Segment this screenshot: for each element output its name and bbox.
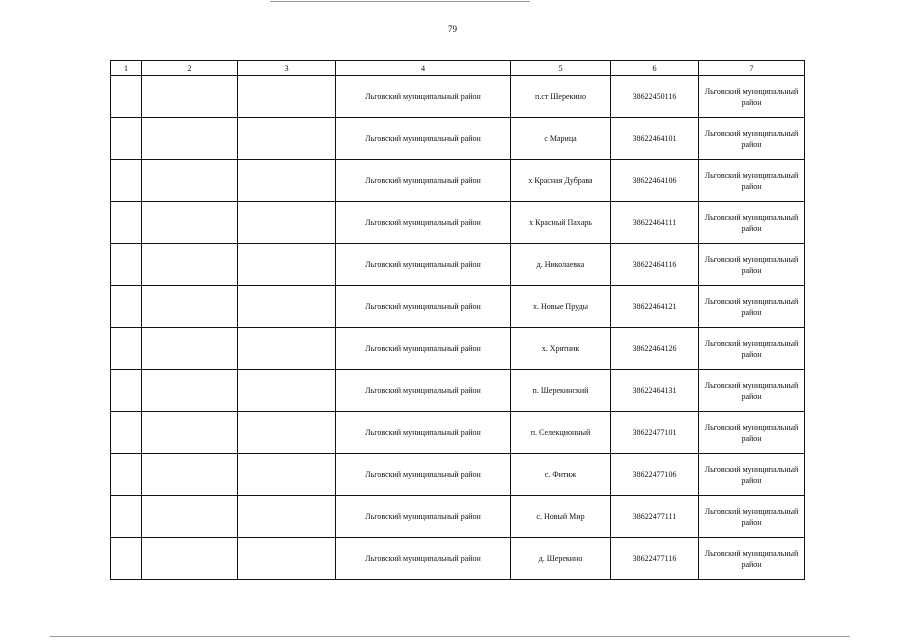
table-row [111, 160, 805, 202]
col-2-cell [142, 76, 238, 118]
oktmo-code-cell: 38622464126 [611, 328, 699, 370]
col-2-cell [142, 328, 238, 370]
district-cell: Льговский муниципальный район [336, 328, 511, 370]
oktmo-code-cell: 38622477106 [611, 454, 699, 496]
page-number: 79 [448, 24, 457, 34]
settlement-cell: п. Шерекинский [511, 370, 611, 412]
table-row [111, 538, 805, 580]
settlement-cell: с. Новый Мир [511, 496, 611, 538]
settlement-cell: х. Хрятник [511, 328, 611, 370]
settlement-cell: п.ст Шерекино [511, 76, 611, 118]
settlement-cell: д. Шерекино [511, 538, 611, 580]
oktmo-code-cell: 38622450116 [611, 76, 699, 118]
table-row [111, 412, 805, 454]
col-3-cell [238, 286, 336, 328]
municipality-cell: Льговский муниципальный район [699, 454, 805, 496]
col-1-cell [111, 538, 142, 580]
column-header: 7 [699, 61, 805, 76]
col-2-cell [142, 286, 238, 328]
oktmo-code-cell: 38622464116 [611, 244, 699, 286]
municipality-cell: Льговский муниципальный район [699, 76, 805, 118]
col-2-cell [142, 118, 238, 160]
header-row [111, 61, 805, 76]
district-cell: Льговский муниципальный район [336, 412, 511, 454]
oktmo-code-cell: 38622464131 [611, 370, 699, 412]
district-cell: Льговский муниципальный район [336, 76, 511, 118]
oktmo-code-cell: 38622464121 [611, 286, 699, 328]
settlement-cell: с Марица [511, 118, 611, 160]
table-row [111, 244, 805, 286]
column-header: 2 [142, 61, 238, 76]
col-3-cell [238, 244, 336, 286]
col-3-cell [238, 202, 336, 244]
col-1-cell [111, 118, 142, 160]
col-2-cell [142, 412, 238, 454]
municipality-cell: Льговский муниципальный район [699, 160, 805, 202]
table-row [111, 328, 805, 370]
district-cell: Льговский муниципальный район [336, 538, 511, 580]
data-table [110, 60, 805, 580]
table-row [111, 454, 805, 496]
top-scan-line [270, 1, 530, 2]
col-3-cell [238, 538, 336, 580]
municipality-cell: Льговский муниципальный район [699, 202, 805, 244]
district-cell: Льговский муниципальный район [336, 118, 511, 160]
settlement-cell: х. Новые Пруды [511, 286, 611, 328]
municipality-cell: Льговский муниципальный район [699, 118, 805, 160]
table-body [111, 76, 805, 580]
municipality-cell: Льговский муниципальный район [699, 412, 805, 454]
column-header: 3 [238, 61, 336, 76]
column-header: 1 [111, 61, 142, 76]
column-header: 6 [611, 61, 699, 76]
bottom-scan-line [50, 636, 850, 637]
settlement-cell: х Красная Дубрава [511, 160, 611, 202]
municipality-cell: Льговский муниципальный район [699, 244, 805, 286]
table-row [111, 286, 805, 328]
municipality-cell: Льговский муниципальный район [699, 328, 805, 370]
settlement-cell: х Красный Пахарь [511, 202, 611, 244]
district-cell: Льговский муниципальный район [336, 286, 511, 328]
district-cell: Льговский муниципальный район [336, 454, 511, 496]
column-header: 4 [336, 61, 511, 76]
table-row [111, 202, 805, 244]
col-2-cell [142, 538, 238, 580]
district-cell: Льговский муниципальный район [336, 370, 511, 412]
municipality-cell: Льговский муниципальный район [699, 286, 805, 328]
col-1-cell [111, 370, 142, 412]
col-3-cell [238, 370, 336, 412]
oktmo-code-cell: 38622477101 [611, 412, 699, 454]
table-row [111, 496, 805, 538]
oktmo-code-cell: 38622477111 [611, 496, 699, 538]
settlement-cell: д. Николаевка [511, 244, 611, 286]
municipality-cell: Льговский муниципальный район [699, 538, 805, 580]
col-1-cell [111, 286, 142, 328]
col-2-cell [142, 244, 238, 286]
settlement-cell: п. Селекционный [511, 412, 611, 454]
col-1-cell [111, 454, 142, 496]
col-1-cell [111, 244, 142, 286]
col-2-cell [142, 160, 238, 202]
oktmo-code-cell: 38622464101 [611, 118, 699, 160]
col-2-cell [142, 370, 238, 412]
column-header: 5 [511, 61, 611, 76]
col-3-cell [238, 118, 336, 160]
table-row [111, 370, 805, 412]
col-3-cell [238, 76, 336, 118]
district-cell: Льговский муниципальный район [336, 496, 511, 538]
district-cell: Льговский муниципальный район [336, 202, 511, 244]
table-row [111, 76, 805, 118]
oktmo-code-cell: 38622464111 [611, 202, 699, 244]
col-1-cell [111, 412, 142, 454]
district-cell: Льговский муниципальный район [336, 244, 511, 286]
municipality-cell: Льговский муниципальный район [699, 496, 805, 538]
col-1-cell [111, 328, 142, 370]
table-row [111, 118, 805, 160]
col-1-cell [111, 496, 142, 538]
col-1-cell [111, 76, 142, 118]
settlement-cell: с. Фитиж [511, 454, 611, 496]
col-3-cell [238, 412, 336, 454]
col-3-cell [238, 160, 336, 202]
col-2-cell [142, 202, 238, 244]
oktmo-code-cell: 38622464106 [611, 160, 699, 202]
district-cell: Льговский муниципальный район [336, 160, 511, 202]
col-2-cell [142, 454, 238, 496]
municipality-cell: Льговский муниципальный район [699, 370, 805, 412]
col-3-cell [238, 496, 336, 538]
oktmo-code-cell: 38622477116 [611, 538, 699, 580]
col-2-cell [142, 496, 238, 538]
col-1-cell [111, 160, 142, 202]
col-3-cell [238, 328, 336, 370]
col-1-cell [111, 202, 142, 244]
col-3-cell [238, 454, 336, 496]
